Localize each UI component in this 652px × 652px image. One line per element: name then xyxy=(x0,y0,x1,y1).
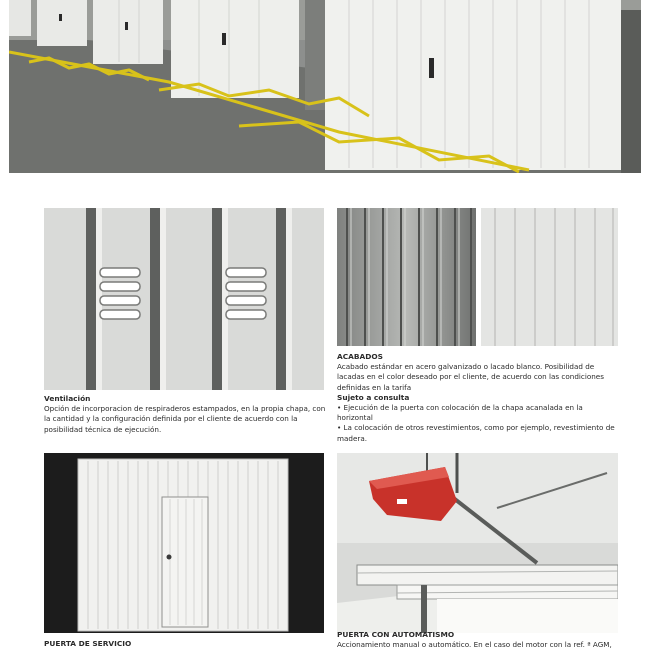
acabados-title: ACABADOS xyxy=(337,352,383,361)
sujeto-title: Sujeto a consulta xyxy=(337,392,410,402)
automatismo-title: PUERTA CON AUTOMATISMO xyxy=(337,630,455,639)
ventilation-panel-photo xyxy=(44,208,324,390)
automatismo-section xyxy=(337,630,619,650)
sujeto-item: • Ejecución de la puerta con colocación de la chapa acanalada en la horizontal xyxy=(337,403,583,423)
galvanized-panel-photo xyxy=(337,208,476,346)
automated-door-photo xyxy=(337,453,618,633)
automatismo-text: Accionamiento manual o automático. En el caso del motor con la ref. ª AGM, xyxy=(337,640,612,650)
garage-corridor-photo xyxy=(9,0,641,173)
sujeto-item: • La colocación de otros revestimientos, como por ejemplo, revestimiento de madera. xyxy=(337,423,615,443)
acabados-text: Acabado estándar en acero galvanizado o lacado blanco. Posibilidad de lacadas en el color deseado por el cliente, de acuerdo con las condiciones definidas en la tarifa xyxy=(337,362,604,392)
acabados-section xyxy=(337,352,619,444)
ventilacion-section xyxy=(44,394,326,435)
ventilacion-title: Ventilación xyxy=(44,394,91,403)
servicio-title: PUERTA DE SERVICIO xyxy=(44,639,132,648)
ventilacion-text: Opción de incorporacion de respiraderos estampados, en la propia chapa, con la cantidad y la configuración definida por el cliente de acuerdo con la posibilidad técnica de ejecución. xyxy=(44,404,326,434)
white-panel-photo xyxy=(481,208,618,346)
servicio-section xyxy=(44,639,326,649)
service-door-photo xyxy=(44,453,324,633)
